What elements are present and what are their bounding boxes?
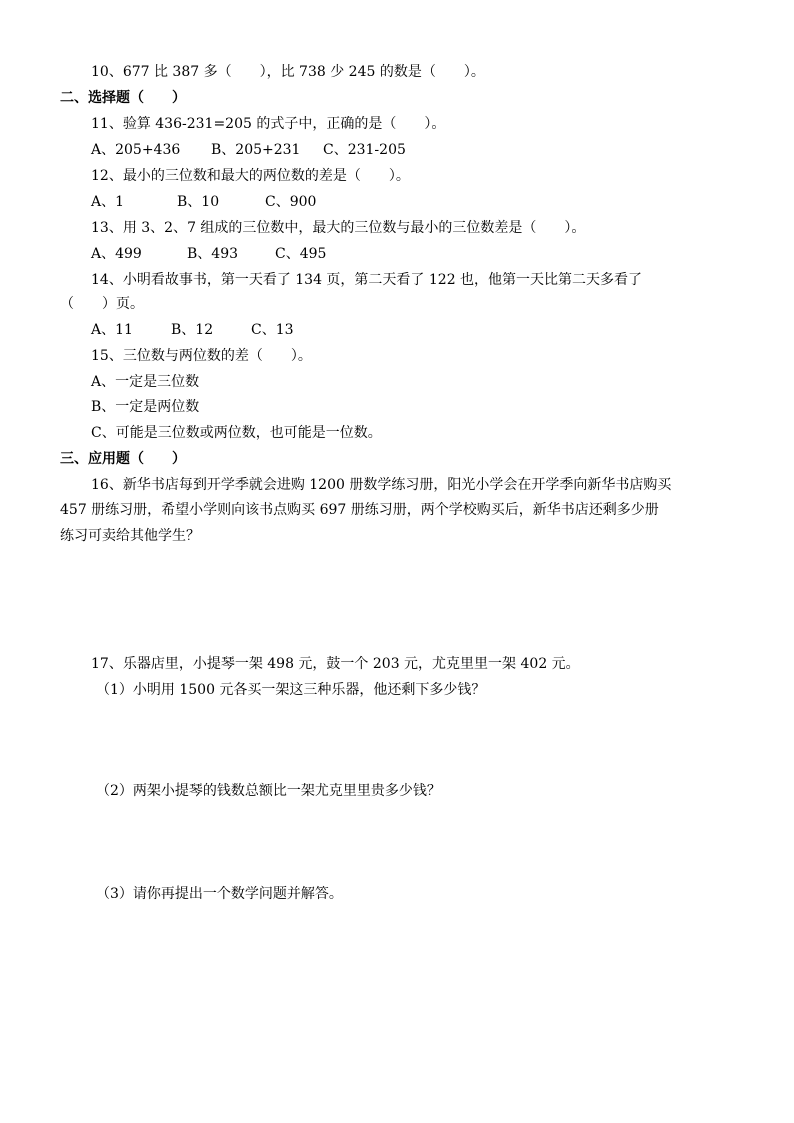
- question-12-options: [91, 192, 316, 212]
- option-b: B、10: [177, 194, 220, 210]
- option-a: A、1: [91, 194, 125, 210]
- question-15-option-b: B、一定是两位数: [91, 399, 200, 415]
- question-15-option-a: A、一定是三位数: [91, 374, 200, 390]
- question-13-options: [91, 244, 326, 264]
- question-12: 12、最小的三位数和最大的两位数的差是（ ）。: [91, 168, 410, 184]
- option-c: C、231-205: [323, 142, 406, 158]
- question-14-line-2: （ ）页。: [60, 296, 144, 312]
- option-b: B、205+231: [211, 142, 301, 158]
- option-c: C、13: [251, 322, 294, 338]
- question-17-part-2: （2）两架小提琴的钱数总额比一架尤克里里贵多少钱？: [96, 783, 441, 799]
- option-b: B、12: [171, 322, 214, 338]
- question-10: 10、677 比 387 多（ ），比 738 少 245 的数是（ ）。: [91, 64, 485, 80]
- question-17: 17、乐器店里，小提琴一架 498 元，鼓一个 203 元，尤克里里一架 402 元。: [91, 656, 580, 672]
- section-heading-application: 三、应用题（ ）: [60, 451, 186, 467]
- question-11: 11、验算 436-231=205 的式子中，正确的是（ ）。: [91, 116, 446, 132]
- question-16-line-1: 16、新华书店每到开学季就会进购 1200 册数学练习册，阳光小学会在开学季向新华书店购买: [91, 477, 672, 493]
- question-13: 13、用 3、2、7 组成的三位数中，最大的三位数与最小的三位数差是（ ）。: [91, 220, 586, 236]
- question-17-part-1: （1）小明用 1500 元各买一架这三种乐器，他还剩下多少钱？: [96, 682, 486, 698]
- question-14-line-1: 14、小明看故事书，第一天看了 134 页，第二天看了 122 也，他第一天比第二天多看了: [91, 272, 643, 288]
- option-a: A、11: [91, 322, 133, 338]
- option-b: B、493: [187, 246, 239, 262]
- question-11-options: [91, 140, 406, 160]
- option-c: C、900: [265, 194, 317, 210]
- question-15: 15、三位数与两位数的差（ ）。: [91, 348, 312, 364]
- question-15-option-c: C、可能是三位数或两位数，也可能是一位数。: [91, 425, 382, 441]
- question-16-line-3: 练习可卖给其他学生？: [60, 528, 200, 544]
- option-a: A、205+436: [91, 142, 181, 158]
- question-14-options: [91, 320, 294, 340]
- question-16-line-2: 457 册练习册，希望小学则向该书点购买 697 册练习册，两个学校购买后，新华书店还剩多少册: [60, 502, 659, 518]
- section-heading-choice: 二、选择题（ ）: [60, 90, 186, 106]
- question-17-part-3: （3）请你再提出一个数学问题并解答。: [96, 886, 343, 902]
- option-a: A、499: [91, 246, 142, 262]
- option-c: C、495: [275, 246, 327, 262]
